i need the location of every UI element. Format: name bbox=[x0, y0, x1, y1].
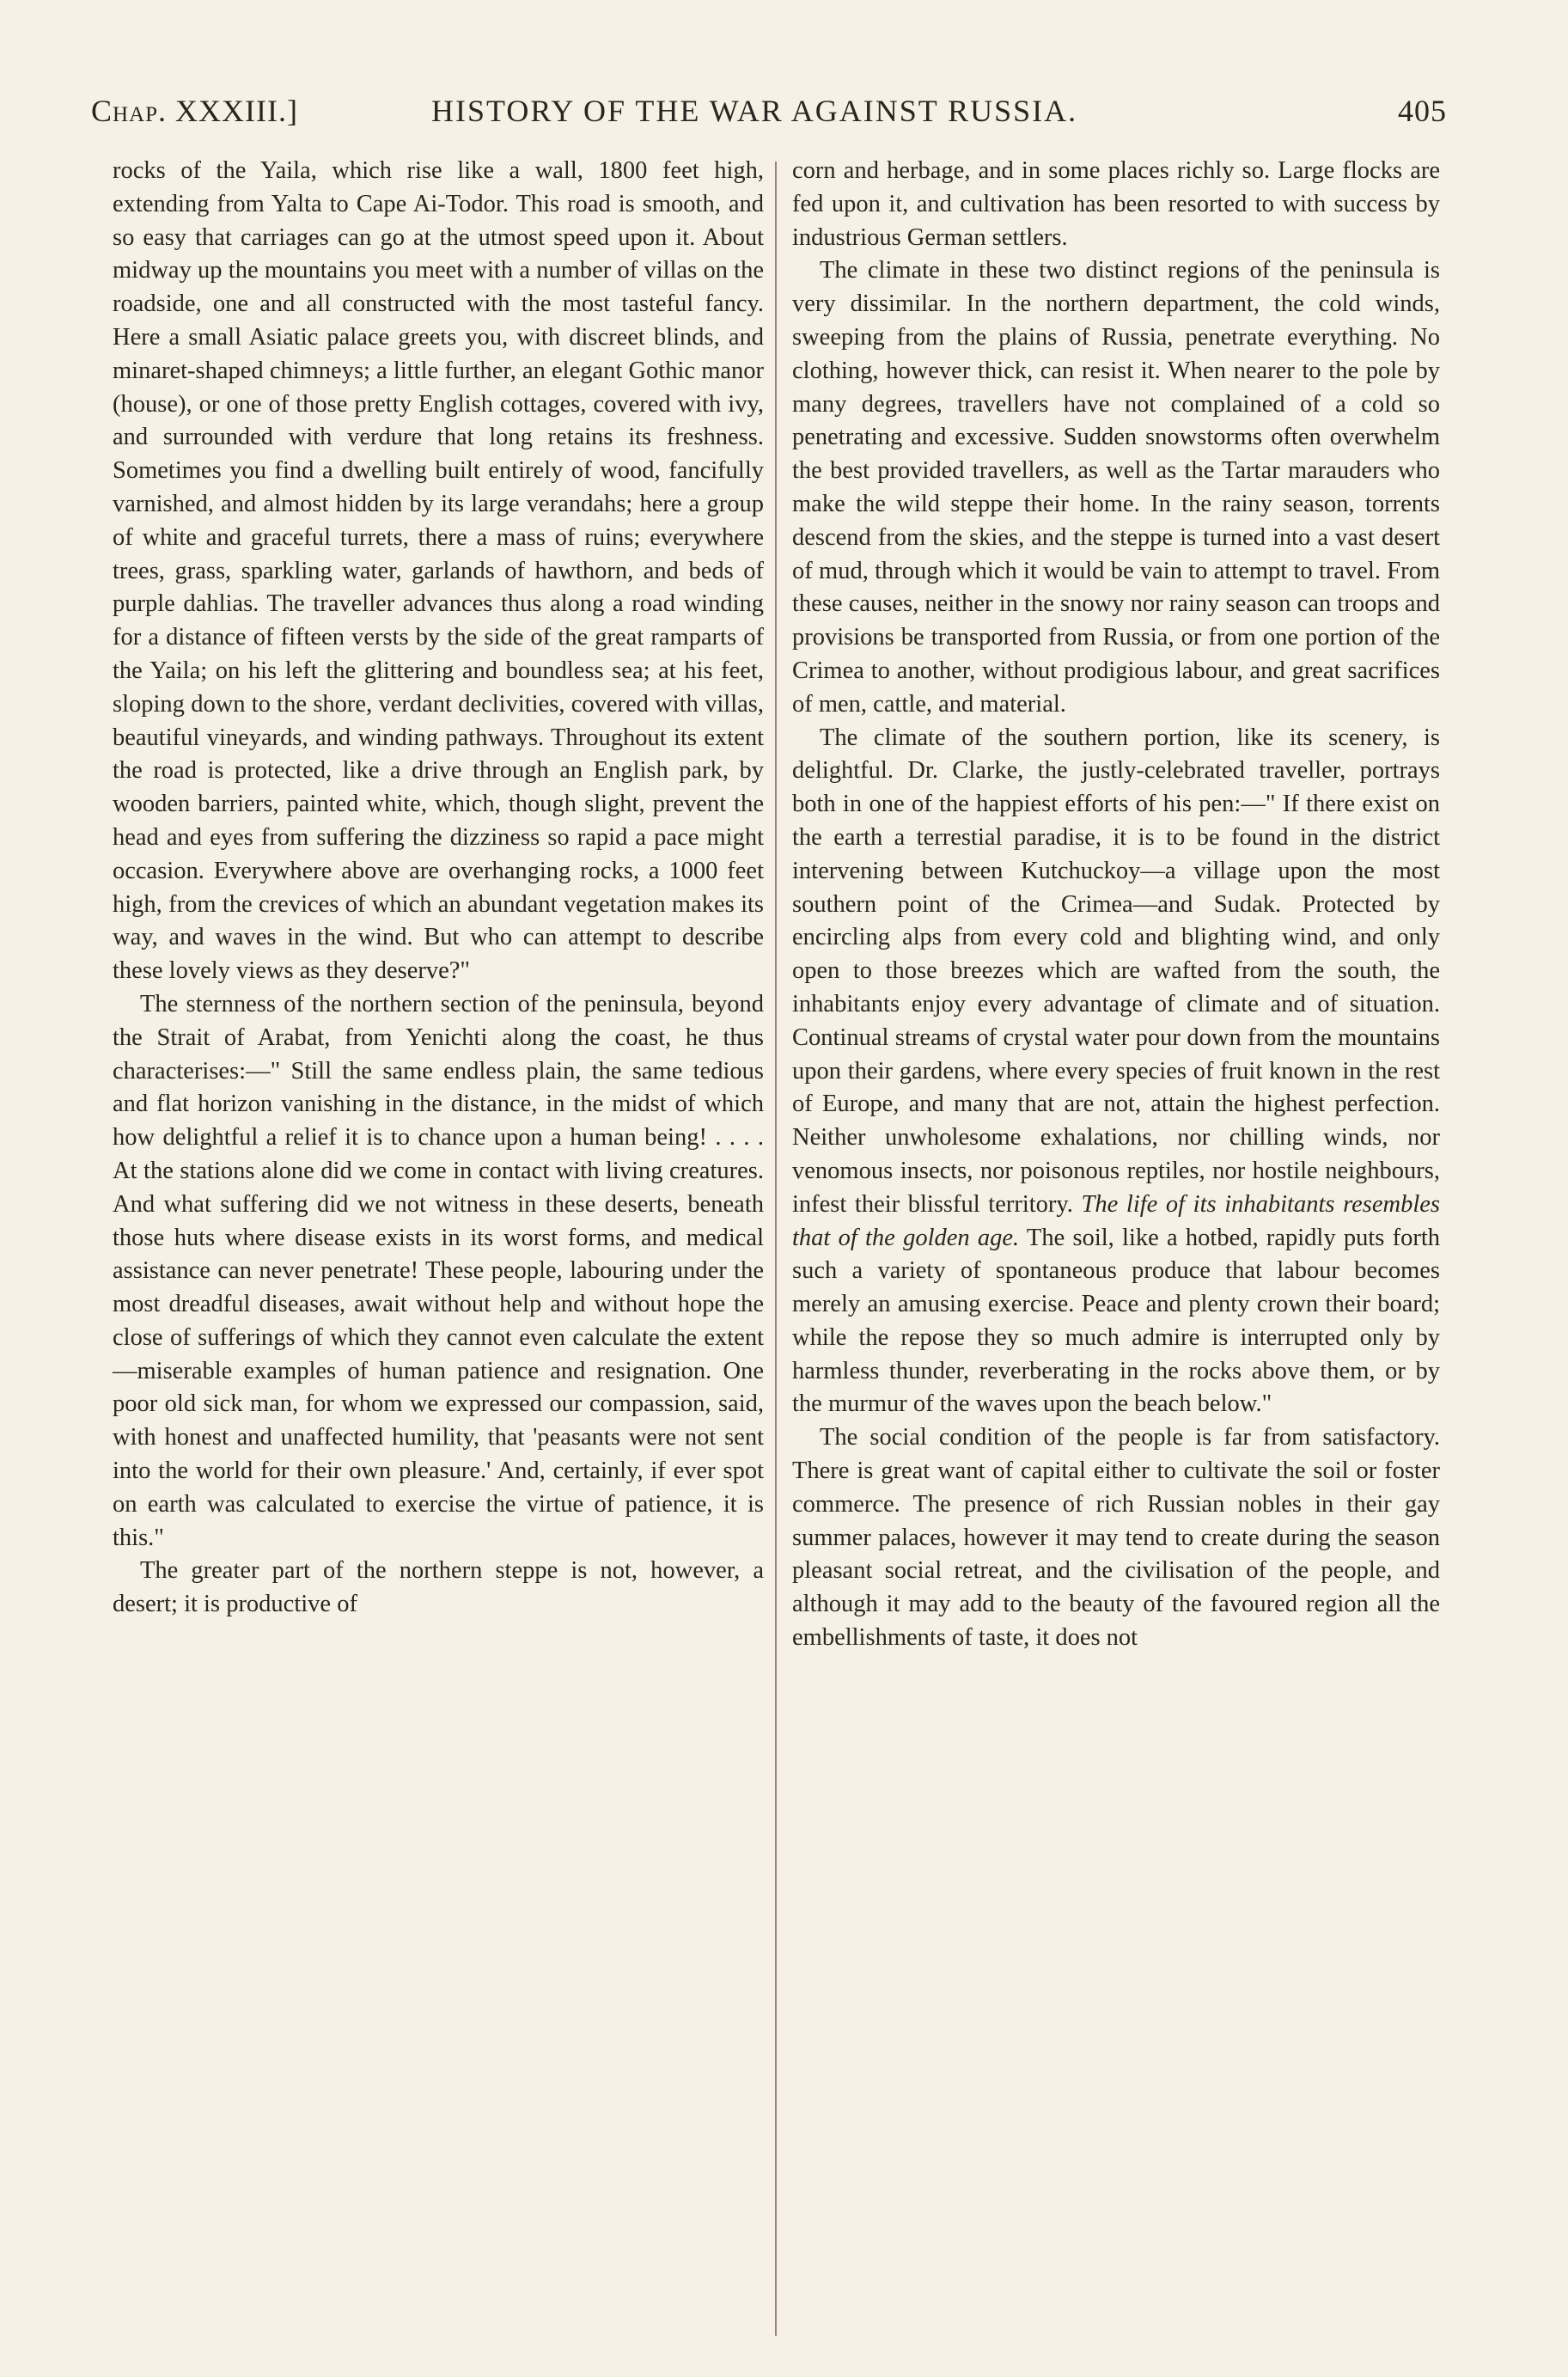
left-paragraph-1: rocks of the Yaila, which rise like a wall, 1800 feet high, extending from Yalta to Cape Ai-Todor. This road is smooth, and so easy that carriages can go at the utmost speed upon it. About midway up the mountains you meet with a number of villas on the roadside, one and all constructed with the most tasteful fancy. Here a small Asiatic palace greets you, with discreet blinds, and minaret-shaped chimneys; a little further, an elegant Gothic manor (house), or one of those pretty English cottages, covered with ivy, and surrounded with verdure that long retains its freshness. Sometimes you find a dwelling built entirely of wood, fancifully varnished, and almost hidden by its large verandahs; here a group of white and graceful turrets, there a mass of ruins; everywhere trees, grass, sparkling water, garlands of hawthorn, and beds of purple dahlias. The traveller advances thus along a road winding for a distance of fifteen versts by the side of the great ramparts of the Yaila; on his left the glittering and boundless sea; at his feet, sloping down to the shore, verdant declivities, covered with villas, beautiful vineyards, and winding pathways. Throughout its extent the road is protected, like a drive through an English park, by wooden barriers, painted white, which, though slight, prevent the head and eyes from suffering the dizziness so rapid a pace might occasion. Everywhere above are overhanging rocks, a 1000 feet high, from the crevices of which an abundant vegetation makes its way, and waves in the wind. But who can attempt to describe these lovely views as they deserve?" bbox=[113, 157, 764, 985]
chapter-label: Chap. XXXIII.] bbox=[91, 94, 298, 128]
right-paragraph-2: The climate in these two distinct regions of the peninsula is very dissimilar. In the northern department, the cold winds, sweeping from the plains of Russia, penetrate everything. No clothing, however thick, can resist it. When nearer to the pole by many degrees, travellers have not complained of a cold so penetrating and excessive. Sudden snowstorms often overwhelm the best provided travellers, as well as the Tartar marauders who make the wild steppe their home. In the rainy season, torrents descend from the skies, and the steppe is turned into a vast desert of mud, through which it would be vain to attempt to travel. From these causes, neither in the snowy nor rainy season can troops and provisions be transported from Russia, or from one portion of the Crimea to another, without prodigious labour, and great sacrifices of men, cattle, and material. bbox=[792, 257, 1440, 718]
book-title: HISTORY OF THE WAR AGAINST RUSSIA. bbox=[431, 94, 1078, 128]
running-head bbox=[91, 93, 1447, 136]
right-paragraph-3 bbox=[792, 722, 1440, 1422]
left-paragraph-3: The greater part of the northern steppe is not, however, a desert; it is productive of bbox=[113, 1557, 764, 1618]
paragraph-3-text-end: The soil, like a hotbed, rapidly puts forth such a variety of spontaneous produce that labour becomes merely an amusing exercise. Peace and plenty crown their board; while the repose they so much admire is interrupted only by harmless thunder, reverberating in the rocks above them, or by the murmur of the waves upon the beach below." bbox=[792, 1224, 1440, 1418]
page-number: 405 bbox=[1398, 94, 1447, 128]
left-column bbox=[113, 155, 764, 1622]
right-paragraph-4: The social condition of the people is far from satisfactory. There is great want of capital either to cultivate the soil or foster commerce. The presence of rich Russian nobles in their gay summer palaces, however it may tend to create during the season pleasant social retreat, and the civilisation of the people, and although it may add to the beauty of the favoured region all the embellishments of taste, it does not bbox=[792, 1424, 1440, 1652]
paragraph-3-text-start: The climate of the southern portion, like its scenery, is delightful. Dr. Clarke, the justly-celebrated traveller, portrays both in one of the happiest efforts of his pen:—" If there exist on the earth a terrestial paradise, it is to be found in the district intervening between Kutchuckoy—a village upon the most southern point of the Crimea—and Sudak. Protected by encircling alps from every cold and blighting wind, and only open to those breezes which are wafted from the south, the inhabitants enjoy every advantage of climate and of situation. Continual streams of crystal water pour down from the mountains upon their gardens, where every species of fruit known in the rest of Europe, and many that are not, attain the highest perfection. Neither unwholesome exhalations, nor chilling winds, nor venomous insects, nor poisonous reptiles, nor hostile neighbours, infest their blissful territory. bbox=[792, 724, 1440, 1218]
left-paragraph-2: The sternness of the northern section of the peninsula, beyond the Strait of Arabat, from Yenichti along the coast, he thus characterises:—" Still the same endless plain, the same tedious and flat horizon vanishing in the distance, in the midst of which how delightful a relief it is to chance upon a human being! . . . . At the stations alone did we come in contact with living creatures. And what suffering did we not witness in these deserts, beneath those huts where disease exists in its worst forms, and medical assistance can never penetrate! These people, labouring under the most dreadful diseases, await without help and without hope the close of sufferings of which they cannot even calculate the extent—miserable examples of human patience and resignation. One poor old sick man, for whom we expressed our compassion, said, with honest and unaffected humility, that 'peasants were not sent into the world for their own pleasure.' And, certainly, if ever spot on earth was calculated to exercise the virtue of patience, it is this." bbox=[113, 990, 764, 1551]
right-paragraph-1: corn and herbage, and in some places richly so. Large flocks are fed upon it, and cultivation has been resorted to with success by industrious German settlers. bbox=[792, 157, 1440, 251]
right-column bbox=[792, 155, 1440, 1655]
italic-quote: The life of its inhabitants resembles that of the golden age. bbox=[792, 1190, 1440, 1251]
column-divider bbox=[775, 162, 777, 2336]
